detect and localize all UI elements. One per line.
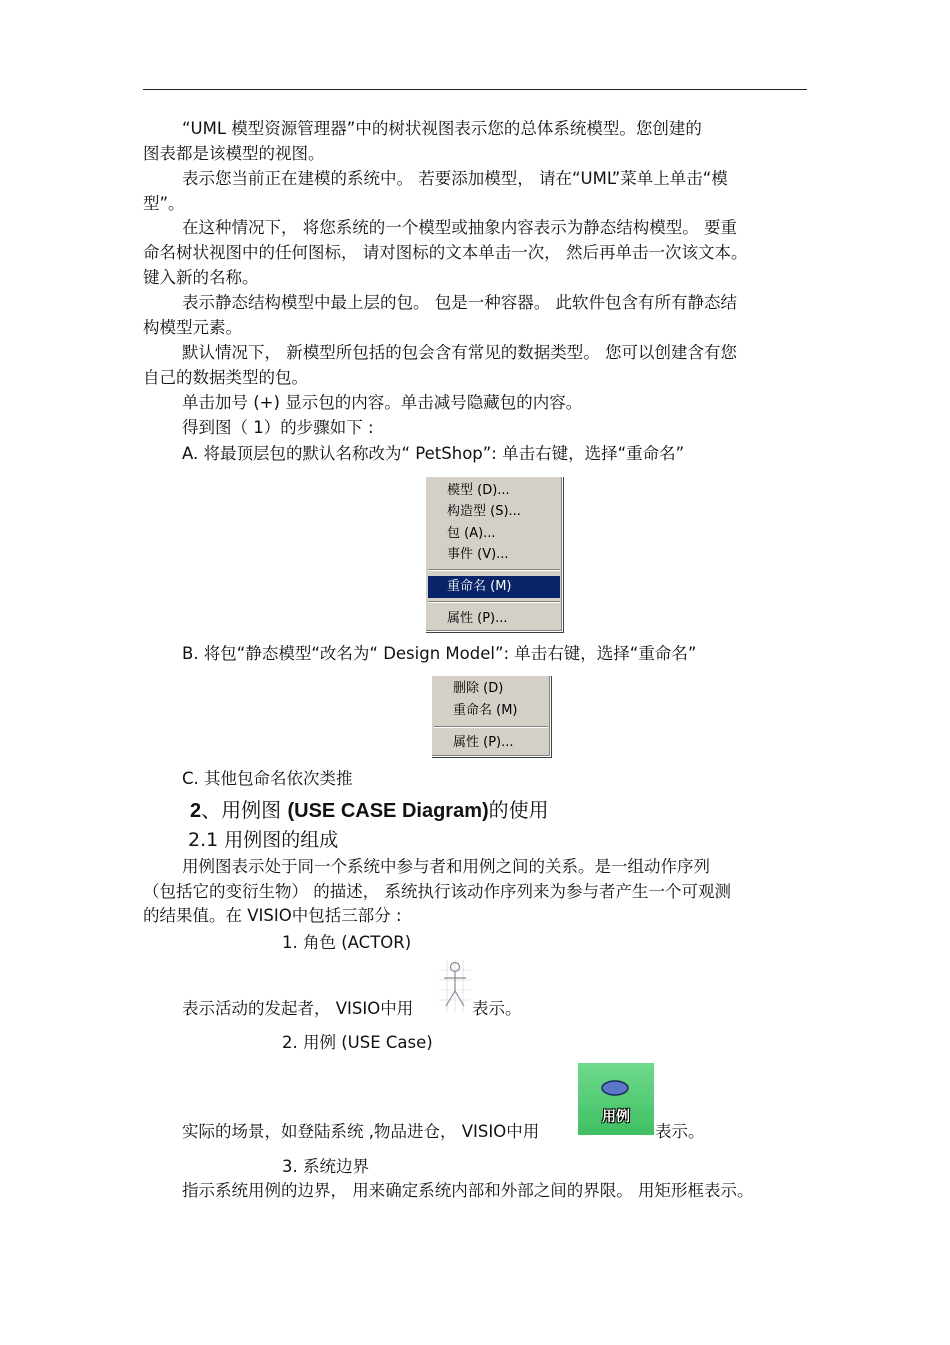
paragraph-line: 默认情况下， 新模型所包括的包会含有常见的数据类型。 您可以创建含有您 (182, 343, 737, 362)
section-title-en: (USE CASE Diagram) (287, 800, 489, 822)
step-c: C. 其他包命名依次类推 (182, 769, 353, 788)
menu-separator (434, 726, 548, 728)
menu-item-stereotype[interactable]: 构造型 (S)... (447, 504, 521, 519)
context-menu-package (425, 476, 563, 632)
ellipse-icon (600, 1079, 630, 1097)
actor-description-tail: 表示。 (472, 999, 522, 1018)
usecase-description-tail: 表示。 (655, 1122, 705, 1141)
usecase-description: 实际的场景，如登陆系统 ,物品进仓， VISIO中用 (182, 1122, 540, 1141)
section-heading (190, 798, 549, 823)
list-item-actor: 1. 角色 (ACTOR) (282, 933, 412, 952)
usecase-icon-label: 用例 (602, 1109, 630, 1125)
paragraph-line: 图表都是该模型的视图。 (143, 144, 325, 163)
menu-separator (428, 569, 560, 571)
paragraph-line: 得到图（ 1）的步骤如下 : (182, 418, 374, 437)
menu-item-model[interactable]: 模型 (D)... (447, 483, 510, 498)
subsection-heading: 2.1 用例图的组成 (188, 829, 339, 851)
menu-item-properties[interactable]: 属性 (P)... (447, 611, 508, 626)
section-number: 2 (190, 800, 202, 822)
paragraph-line: 的结果值。在 VISIO中包括三部分 : (143, 906, 402, 925)
usecase-icon (578, 1063, 654, 1135)
paragraph-line: 型”。 (143, 194, 185, 213)
paragraph-line: 命名树状视图中的任何图标， 请对图标的文本单击一次， 然后再单击一次该文本。 (143, 243, 748, 262)
menu-separator (428, 601, 560, 603)
paragraph-line: 用例图表示处于同一个系统中参与者和用例之间的关系。是一组动作序列 (182, 857, 710, 876)
paragraph-line: 构模型元素。 (143, 318, 242, 337)
menu-item-package[interactable]: 包 (A)... (447, 526, 496, 541)
menu-item-rename[interactable]: 重命名 (M) (453, 703, 518, 718)
menu-item-properties[interactable]: 属性 (P)... (453, 735, 514, 750)
paragraph-line: 表示静态结构模型中最上层的包。 包是一种容器。 此软件包含有所有静态结 (182, 293, 737, 312)
paragraph-line: 表示您当前正在建模的系统中。 若要添加模型， 请在“UML”菜单上单击“模 (182, 169, 728, 188)
section-title-pre: 、用例图 (201, 798, 288, 822)
step-b: B. 将包“静态模型“改名为“ Design Model”: 单击右键，选择“重命名” (182, 644, 697, 663)
context-menu-rename (431, 675, 551, 757)
paragraph-line: 单击加号 (+) 显示包的内容。单击减号隐藏包的内容。 (182, 393, 583, 412)
boundary-description: 指示系统用例的边界， 用来确定系统内部和外部之间的界限。 用矩形框表示。 (182, 1181, 754, 1200)
step-a: A. 将最顶层包的默认名称改为“ PetShop”: 单击右键，选择“重命名” (182, 444, 685, 463)
paragraph-line: 自己的数据类型的包。 (143, 368, 308, 387)
actor-description: 表示活动的发起者， VISIO中用 (182, 999, 414, 1018)
menu-item-delete[interactable]: 删除 (D) (453, 681, 504, 696)
list-item-usecase: 2. 用例 (USE Case) (282, 1033, 433, 1052)
paragraph-line: （包括它的变衍生物） 的描述， 系统执行该动作序列来为参与者产生一个可观测 (143, 882, 731, 901)
paragraph-line: 键入新的名称。 (143, 268, 259, 287)
menu-item-event[interactable]: 事件 (V)... (447, 547, 509, 562)
section-title-post: 的使用 (488, 798, 549, 822)
actor-icon (439, 960, 471, 1012)
menu-item-rename[interactable]: 重命名 (M) (428, 576, 560, 598)
paragraph-line: 在这种情况下， 将您系统的一个模型或抽象内容表示为静态结构模型。 要重 (182, 218, 737, 237)
paragraph-line: “UML 模型资源管理器”中的树状视图表示您的总体系统模型。您创建的 (182, 119, 702, 138)
list-item-boundary: 3. 系统边界 (282, 1157, 369, 1176)
header-rule (143, 89, 807, 90)
